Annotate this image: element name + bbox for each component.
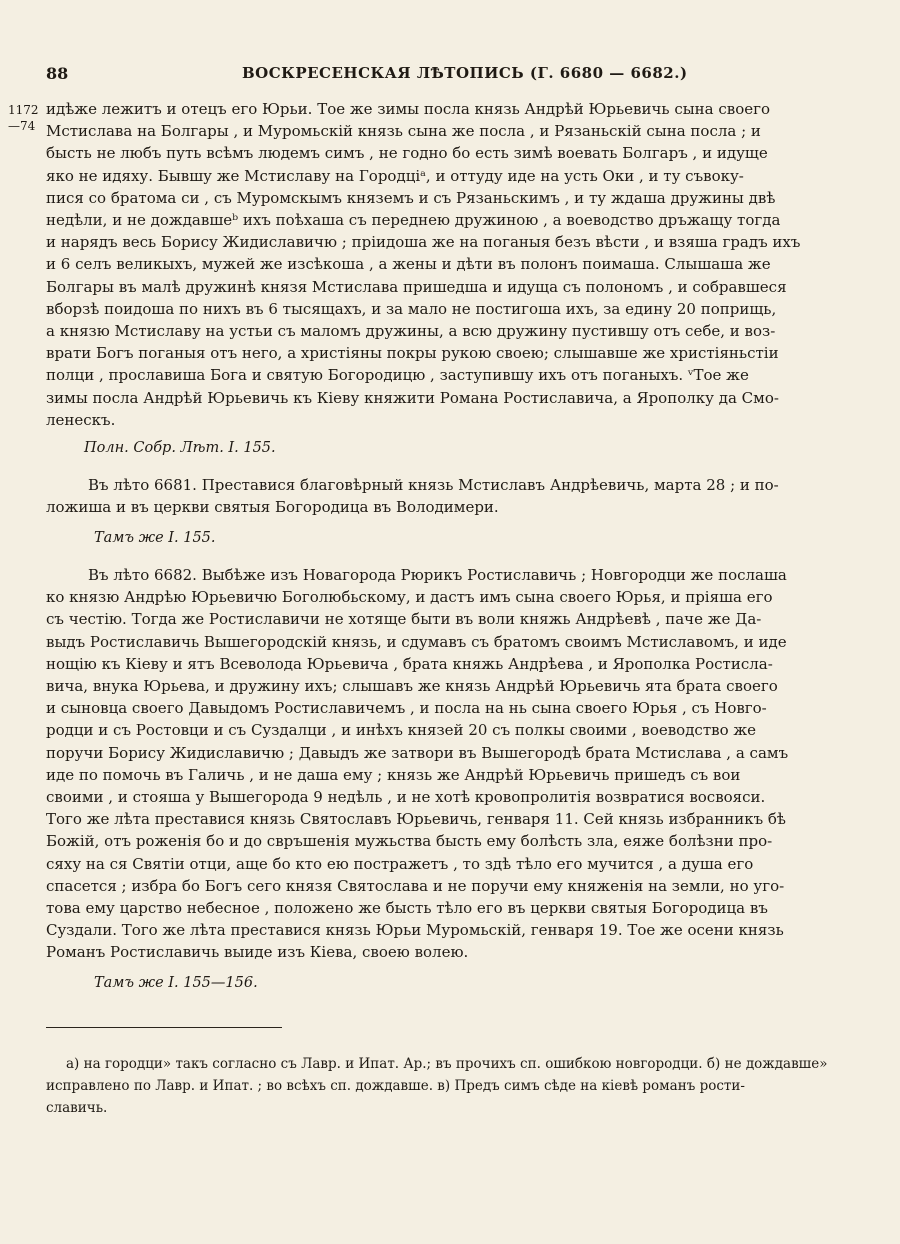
page-header xyxy=(46,64,846,86)
text-line: Въ лѣто 6681. Преставися благовѣрный князь Мстиславъ Андрѣевичь, марта 28 ; и по- xyxy=(88,476,779,494)
text-line: вборзѣ поидоша по нихъ въ 6 тысящахъ, и за мало не постигоша ихъ, за едину 20 поприщь, xyxy=(46,299,777,318)
text-line: Суздали. Того же лѣта преставися князь Юрьи Муромьскiй, генваря 19. Тое же осени князь xyxy=(46,921,784,940)
text-line: спасется ; избра бо Богъ сего князя Святослава и не поручи ему княженiя на земли, но уго- xyxy=(46,876,785,895)
text-line: а князю Мстиславу на устьи съ маломъ дружины, а всю дружину пустившу отъ себе, и воз- xyxy=(46,322,776,341)
footnotes xyxy=(46,1053,836,1119)
text-line: ко князю Андрѣю Юрьевичю Боголюбьскому, и дастъ имъ сына своего Юрья, и прiяша его xyxy=(46,588,773,607)
text-line: яко не идяху. Бывшу же Мстиславу на Городцiᵃ, и оттуду иде на усть Оки , и ту съвоку- xyxy=(46,166,744,185)
footnote-line: исправлено по Лавр. и Ипат. ; во всѣхъ сп. дождавше. в) Предъ симъ сѣде на кiевѣ романъ рости- xyxy=(46,1078,745,1094)
text-line: съ честiю. Тогда же Ростиславичи не хотяще быти въ воли княжь Андрѣевѣ , паче же Да- xyxy=(46,610,762,629)
text-line: вича, внука Юрьева, и дружину ихъ; слышавъ же князь Андрѣй Юрьевичь ята брата своего xyxy=(46,677,778,696)
text-line: сяху на ся Святiи отци, аще бо кто ею постражетъ , то здѣ тѣло его мучится , а душа его xyxy=(46,854,754,873)
text-line: ложиша и въ церкви святыя Богородица въ Володимери. xyxy=(46,498,499,517)
text-line: идѣже лежитъ и отецъ его Юрьи. Тое же зимы посла князь Андрѣй Юрьевичь сына своего xyxy=(46,100,771,118)
running-title: ВОСКРЕСЕНСКАЯ ЛѢТОПИСЬ (Г. 6680 — 6682.) xyxy=(242,64,688,82)
text-line: Мстислава на Болгары , и Муромьскій князь сына же посла , и Рязаньскій сына посла ; и xyxy=(46,122,761,141)
text-line: иде по помочь въ Галичь , и не даша ему ; князь же Андрѣй Юрьевичь пришедъ съ вои xyxy=(46,765,741,784)
footnote-line: а) на городци» такъ согласно съ Лавр. и Ипат. Ар.; въ прочихъ сп. ошибкою новгородци. б) не дождавше» xyxy=(66,1056,828,1072)
text-line: и 6 селъ великыхъ, мужей же изсѣкоша , а жены и дѣти въ полонъ поимаша. Слышаша же xyxy=(46,255,771,274)
margin-year-bottom: —74 xyxy=(8,119,36,133)
text-line: това ему царство небесное , положено же бысть тѣло его въ церкви святыя Богородица въ xyxy=(46,899,768,918)
text-line: ленескъ. xyxy=(46,410,116,429)
text-line: зимы посла Андрѣй Юрьевичь къ Кiеву княжити Романа Ростиславича, а Ярополку да Смо- xyxy=(46,388,779,407)
footnote-line: славичь. xyxy=(46,1100,108,1116)
text-line: нощiю къ Кiеву и ятъ Всеволода Юрьевича , брата княжь Андрѣева , и Ярополка Ростисла- xyxy=(46,654,773,673)
text-line: бысть не любъ путь всѣмъ людемъ симъ , не годно бо есть зимѣ воевать Болгаръ , и идуще xyxy=(46,144,768,163)
margin-year-note xyxy=(8,102,39,134)
margin-year-top: 1172 xyxy=(8,103,39,117)
source-reference-1: Полн. Собр. Лѣт. I. 155. xyxy=(84,440,276,456)
text-line: пися со братома си , съ Муромскымъ княземъ и съ Рязаньскимъ , и ту ждаша дружины двѣ xyxy=(46,188,776,207)
source-reference-3: Тамъ же I. 155—156. xyxy=(94,975,258,991)
text-line: родци и съ Ростовци и съ Суздалци , и инѣхъ князей 20 съ полкы своими , воеводство же xyxy=(46,721,757,740)
text-line: Романъ Ростиславичь выиде изъ Кiева, своею волею. xyxy=(46,943,469,962)
text-line: полци , прославиша Бога и святую Богородицю , заступившу ихъ отъ поганыхъ. ᵛТое же xyxy=(46,366,749,385)
text-line: Божiй, отъ роженiя бо и до свръшенiя мужьства бысть ему болѣсть зла, еяже болѣзни про- xyxy=(46,832,773,851)
paragraph-3 xyxy=(46,564,836,964)
footnote-separator xyxy=(46,1027,282,1028)
text-line: Того же лѣта преставися князь Святославъ Юрьевичь, генваря 11. Сей князь избранникъ бѣ xyxy=(46,810,786,829)
text-line: Въ лѣто 6682. Выбѣже изъ Новагорода Рюрикъ Ростиславичь ; Новгородци же послаша xyxy=(88,566,787,584)
paragraph-1 xyxy=(46,98,836,431)
source-reference-2: Тамъ же I. 155. xyxy=(94,530,216,546)
text-line: поручи Борису Жидиславичю ; Давыдъ же затвори въ Вышегородѣ брата Мстислава , а самъ xyxy=(46,743,789,762)
text-line: выдъ Ростиславичь Вышегородскiй князь, и сдумавъ съ братомъ своимъ Мстиславомъ, и иде xyxy=(46,632,787,651)
page-number: 88 xyxy=(46,64,69,83)
text-line: недѣли, и не дождавшеᵇ ихъ поѣхаша съ переднею дружиною , а воеводство дръжащу тогда xyxy=(46,211,781,230)
text-line: и нарядъ весь Борису Жидиславичю ; прiидоша же на поганыя безъ вѣсти , и взяша градъ ихъ xyxy=(46,233,801,252)
text-line: и сыновца своего Давыдомъ Ростиславичемъ , и посла на нь сына своего Юрья , съ Новго- xyxy=(46,699,767,718)
text-line: врати Богъ поганыя отъ него, а христiяны покры рукою своею; слышавше же христiяньстiи xyxy=(46,344,779,363)
text-line: Болгары въ малѣ дружинѣ князя Мстислава пришедша и идуща съ полономъ , и собравшеся xyxy=(46,277,787,296)
paragraph-2 xyxy=(46,474,836,518)
text-line: своими , и стояша у Вышегорода 9 недѣль , и не хотѣ кровопролитiя возвратися восвояси. xyxy=(46,788,766,807)
